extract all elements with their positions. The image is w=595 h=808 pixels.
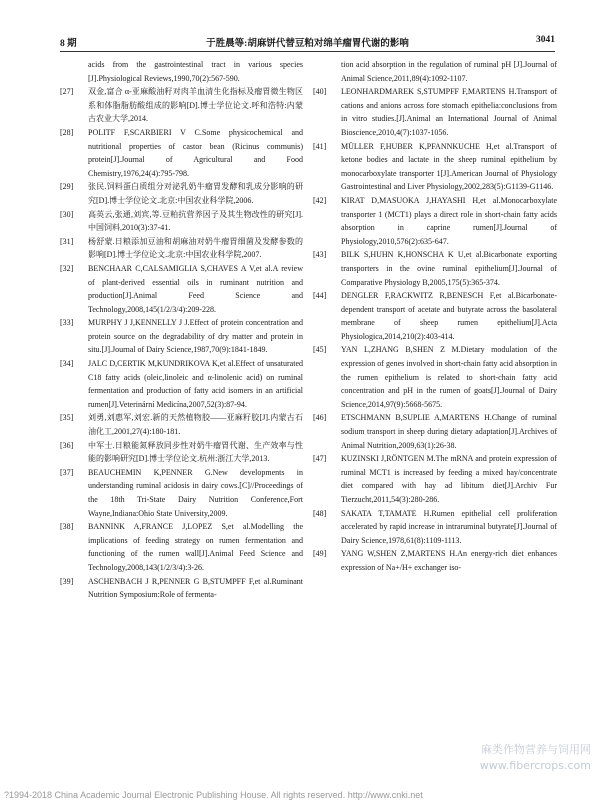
- reference-number: [44]: [313, 291, 327, 301]
- reference-text: KIRAT D,MASUOKA J,HAYASHI H,et al.Monocarboxylate transporter 1 (MCT1) plays a direct role in short-chain fatty acids absorption in caprine rumen[J].Journal of Physiology,2010,576(2):635-647.: [341, 195, 557, 246]
- reference-text: BILK S,HUHN K,HONSCHA K U,et al.Bicarbonate exporting transporters in the ovine ruminal epithelium[J].Journal of Comparative Physiology B,2005,175(5):365-374.: [341, 250, 557, 287]
- reference-number: [47]: [313, 454, 327, 464]
- reference-entry: [60, 262, 303, 316]
- reference-entry: [60, 126, 303, 180]
- reference-number: [33]: [60, 318, 74, 328]
- reference-number: [29]: [60, 182, 74, 192]
- reference-number: [43]: [313, 250, 327, 260]
- running-header: [60, 33, 555, 52]
- reference-continuation: acids from the gastrointestinal tract in various species [J].Physiological Reviews,1990,70(2):567-590.: [88, 60, 303, 83]
- reference-text: BEAUCHEMIN K,PENNER G.New developments in understanding ruminal acidosis in dairy cows.[C]//Proceedings of the 18th Tri-State Dairy Nutrition Conference,Fort Wayne,Indiana:Ohio State University,2009.: [88, 467, 303, 518]
- reference-number: [37]: [60, 467, 74, 477]
- reference-number: [31]: [60, 236, 74, 246]
- reference-entry: [60, 316, 303, 357]
- reference-continuation: tion acid absorption in the regulation of ruminal pH [J].Journal of Animal Science,2011,89(4):1092-1107.: [341, 60, 557, 83]
- reference-entry: [60, 235, 303, 262]
- left-column: [60, 58, 303, 602]
- reference-number: [28]: [60, 127, 74, 137]
- reference-number: [49]: [313, 549, 327, 559]
- reference-number: [45]: [313, 345, 327, 355]
- reference-number: [36]: [60, 440, 74, 450]
- reference-text: YAN L,ZHANG B,SHEN Z M.Dietary modulation of the expression of genes involved in short-chain fatty acid absorption in the rumen epithelium is related to short-chain fatty acid concentration and pH in the rumen of goats[J].Journal of Dairy Science,2014,97(9):5668-5675.: [341, 345, 557, 409]
- reference-entry: [60, 85, 303, 126]
- reference-entry: [313, 85, 557, 139]
- reference-text: 张民.饲料蛋白质组分对泌乳奶牛瘤胃发酵和乳成分影响的研究[D].博士学位论文.北京:中国农业科学院,2006.: [88, 182, 303, 205]
- page-number: 3041: [536, 35, 555, 45]
- reference-entry: [60, 180, 303, 207]
- reference-text: MÜLLER F,HUBER K,PFANNKUCHE H,et al.Transport of ketone bodies and lactate in the sheep ruminal epithelium by monocarboxylate transporter 1[J].American Journal of Physiology Gastrointestinal and Liver Physiology,2002,283(5):G1139-G1146.: [341, 141, 557, 192]
- reference-entry: [60, 439, 303, 466]
- reference-number: [46]: [313, 413, 327, 423]
- reference-text: KUZINSKI J,RÖNTGEN M.The mRNA and protein expression of ruminal MCT1 is increased by feeding a mixed hay/concentrate diet compared with hay ad libitum diet[J].Archiv Fur Tierzucht,2011,54(3):280-286.: [341, 454, 557, 504]
- reference-text: LEONHARDMAREK S,STUMPFF F,MARTENS H.Transport of cations and anions across fore stomach epithelia:conclusions from in vitro studies.[J].Animal an International Journal of Animal Bioscience,2010,4(7):1037-1056.: [341, 87, 557, 137]
- running-title: 于胜晨等:胡麻饼代替豆粕对绵羊瘤胃代谢的影响: [206, 39, 409, 49]
- reference-text: JALC D,CERTIK M,KUNDRIKOVA K,et al.Effect of unsaturated C18 fatty acids (oleic,linoleic and α-linolenic acid) on ruminal fermentation and production of fatty acid isomers in an artificial rumen[J].Veterinární Medicína,2007,52(3):87-94.: [88, 359, 303, 409]
- reference-number: [30]: [60, 209, 74, 219]
- reference-number: [32]: [60, 263, 74, 273]
- reference-entry: [313, 411, 557, 452]
- reference-text: 中军士.日粮能氮释放同步性对奶牛瘤胃代谢、生产效率与性能的影响研究[D].博士学位论文.杭州:浙江大学,2013.: [88, 440, 303, 464]
- reference-number: [39]: [60, 576, 74, 586]
- reference-number: [27]: [60, 87, 74, 97]
- reference-text: 双金,富合 α-亚麻酸油籽对肉羊血清生化指标及瘤胃微生物区系和体脂脂肪酸组成的影响[D].博士学位论文.呼和浩特:内蒙古农业大学,2014.: [88, 87, 303, 124]
- reference-entry: [313, 194, 557, 248]
- reference-number: [34]: [60, 359, 74, 369]
- reference-text: 杨舒蒙.日粮添加豆油和胡麻油对奶牛瘤胃细菌及发酵参数的影响[D].博士学位论文.北京:中国农业科学院,2007.: [88, 236, 303, 260]
- reference-text: MURPHY J J,KENNELLY J J.Effect of protein concentration and protein source on the degradability of dry matter and protein in situ.[J].Journal of Dairy Science,1987,70(9):1841-1849.: [88, 318, 303, 355]
- reference-entry: [313, 140, 557, 194]
- reference-entry: [313, 507, 557, 548]
- reference-text: POLITF F,SCARBIERI V C.Some physicochemical and nutritional properties of castor bean (Ricinus communis) protein[J].Journal of Agricultural and Food Chemistry,1976,24(4):795-798.: [88, 127, 303, 178]
- reference-entry: [313, 289, 557, 343]
- right-column: [313, 58, 557, 575]
- reference-text: SAKATA T,TAMATE H.Rumen epithelial cell proliferation accelerated by rapid increase in intraruminal butyrate[J].Journal of Dairy Science,1978,61(8):1109-1113.: [341, 508, 557, 545]
- reference-entry: [313, 452, 557, 506]
- site-watermark: 麻类作物营养与饲用网 www.fibercrops.com: [479, 743, 591, 772]
- issue-number: 8 期: [60, 39, 77, 49]
- reference-text: YANG W,SHEN Z,MARTENS H.An energy-rich diet enhances expression of Na+/H+ exchanger iso-: [341, 549, 557, 572]
- reference-number: [42]: [313, 195, 327, 205]
- reference-text: BENCHAAR C,CALSAMIGLIA S,CHAVES A V,et al.A review of plant-derived essential oils in ruminant nutrition and production[J].Animal Feed Science and Technology,2008,145(1/2/3/4):209-228.: [88, 263, 303, 314]
- reference-entry: [60, 520, 303, 574]
- reference-entry: [313, 248, 557, 289]
- reference-number: [38]: [60, 522, 74, 532]
- reference-text: ETSCHMANN B,SUPLIE A,MARTENS H.Change of ruminal sodium transport in sheep during dietary adaptation[J].Archives of Animal Nutrition,2009,63(1):26-38.: [341, 413, 557, 450]
- reference-text: 刘勇,刘惠军,刘宏.新的天然植物胶——亚麻籽胶[J].内蒙古石油化工,2001,27(4):180-181.: [88, 413, 303, 437]
- reference-text: ASCHENBACH J R,PENNER G B,STUMPFF F,et al.Ruminant Nutrition Symposium:Role of fermenta-: [88, 576, 303, 600]
- reference-entry: [313, 547, 557, 574]
- reference-number: [40]: [313, 87, 327, 97]
- reference-entry: [313, 343, 557, 411]
- reference-text: DENGLER F,RACKWITZ R,BENESCH F,et al.Bicarbonate-dependent transport of acetate and butyrate across the basolateral membrane of sheep rumen epithelium[J].Acta Physiologica,2014,210(2):403-414.: [341, 291, 557, 341]
- reference-text: 高英云,张通,刘宾,等.豆粕抗营养因子及其生物改性的研究[J].中国饲料,2010(3):37-41.: [88, 209, 303, 233]
- reference-entry: [60, 357, 303, 411]
- page-footer: [0, 787, 595, 805]
- reference-entry: [60, 411, 303, 438]
- reference-number: [35]: [60, 413, 74, 423]
- reference-number: [48]: [313, 508, 327, 518]
- reference-number: [41]: [313, 141, 327, 151]
- reference-text: BANNINK A,FRANCE J,LOPEZ S,et al.Modelling the implications of feeding strategy on rumen fermentation and functioning of the rumen wall[J].Animal Feed Science and Technology,2008,143(1/2/3/4):3-26.: [88, 522, 303, 572]
- reference-entry: [60, 208, 303, 235]
- reference-entry: [60, 466, 303, 520]
- reference-entry: [60, 575, 303, 602]
- copyright-notice: ?1994-2018 China Academic Journal Electronic Publishing House. All rights reserved. http://www.cnki.net: [4, 790, 423, 800]
